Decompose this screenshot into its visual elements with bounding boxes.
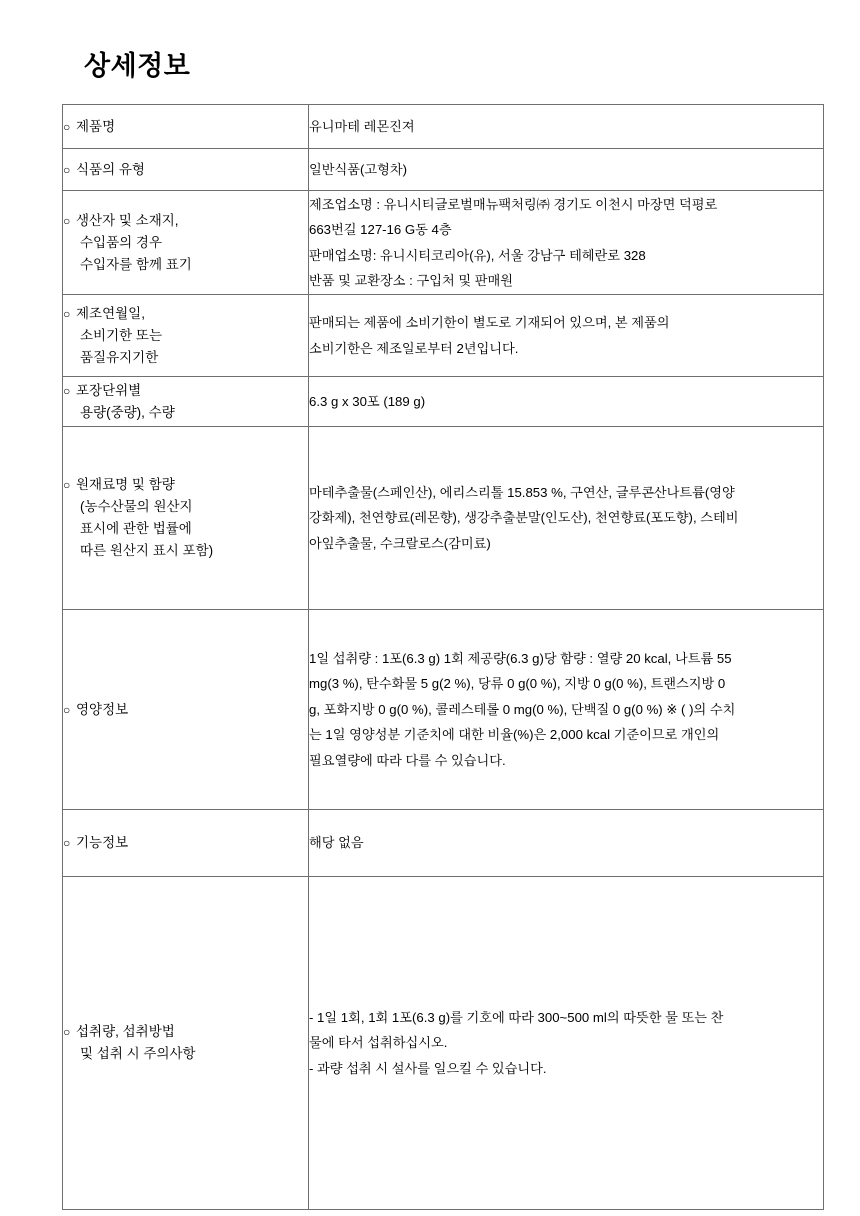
label-text: 원재료명 및 함량: [76, 477, 175, 492]
row-label-ingredients: [63, 427, 309, 610]
row-label-nutrition-info: [63, 610, 309, 810]
label-text: 포장단위별: [76, 382, 142, 398]
value-text: 유니마테 레몬진져: [309, 118, 415, 134]
row-label-food-type: [63, 149, 309, 191]
bullet-icon: ○: [63, 702, 71, 717]
row-value-ingredients: [309, 427, 824, 610]
value-text: 일반식품(고형차): [309, 161, 407, 177]
row-label-manufacturer-location: [63, 191, 309, 295]
table-row-nutrition-info: [63, 610, 824, 810]
label-text: 표시에 관한 법률에: [80, 521, 192, 536]
row-label-package-unit: [63, 377, 309, 427]
value-text: 제조업소명 : 유니시티글로벌매뉴팩처링㈜ 경기도 이천시 마장면 덕평로: [309, 196, 718, 212]
bullet-icon: ○: [63, 383, 71, 398]
value-text: - 1일 1회, 1회 1포(6.3 g)를 기호에 따라 300~500 ml의 따뜻한 물 또는 찬: [309, 1009, 724, 1025]
table-row-product-name: [63, 105, 824, 149]
page-title: 상세정보: [84, 51, 191, 81]
value-text: 663번길 127-16 G동 4층: [309, 222, 452, 237]
row-value-nutrition-info: [309, 610, 824, 810]
value-text: 해당 없음: [309, 835, 364, 850]
value-text: 아잎추출물, 수크랄로스(감미료): [309, 535, 491, 551]
table-row-ingredients: [63, 427, 824, 610]
value-text: 마테추출물(스페인산), 에리스리톨 15.853 %, 구연산, 글루콘산나트륨(영양: [309, 484, 735, 500]
row-label-intake-instructions: [63, 877, 309, 1210]
bullet-icon: ○: [63, 1025, 71, 1039]
value-text: 판매되는 제품에 소비기한이 별도로 기재되어 있으며, 본 제품의: [309, 315, 670, 330]
bullet-icon: ○: [63, 162, 71, 177]
label-text: 소비기한 또는: [80, 327, 162, 343]
table-row-manufacturer-location: [63, 191, 824, 295]
row-label-product-name: [63, 105, 309, 149]
label-text: 섭취량, 섭취방법: [76, 1024, 175, 1039]
row-label-functional-info: [63, 810, 309, 877]
row-value-manufacture-date: [309, 295, 824, 377]
row-value-food-type: [309, 149, 824, 191]
label-text: 생산자 및 소재지,: [76, 212, 179, 228]
label-text: 기능정보: [76, 835, 129, 850]
label-text: 식품의 유형: [76, 161, 145, 177]
label-text: 따른 원산지 표시 포함): [80, 543, 214, 558]
table-row-manufacture-date: [63, 295, 824, 377]
row-label-manufacture-date: [63, 295, 309, 377]
label-text: (농수산물의 원산지: [80, 499, 193, 514]
label-text: 용량(중량), 수량: [80, 404, 175, 420]
product-detail-table: [62, 104, 824, 1210]
label-text: 수입자를 함께 표기: [80, 256, 192, 272]
row-value-product-name: [309, 105, 824, 149]
bullet-icon: ○: [63, 119, 71, 134]
value-text: 1일 섭취량 : 1포(6.3 g) 1회 제공량(6.3 g)당 함량 : 열량 20 kcal, 나트륨 55: [309, 650, 732, 666]
value-text: 강화제), 천연향료(레몬향), 생강추출분말(인도산), 천연향료(포도향), 스테비: [309, 510, 739, 526]
bullet-icon: ○: [63, 213, 71, 228]
row-value-package-unit: [309, 377, 824, 427]
value-text: 물에 타서 섭취하십시오.: [309, 1035, 448, 1051]
label-text: 품질유지기한: [80, 349, 159, 365]
label-text: 제품명: [76, 118, 116, 134]
table-row-intake-instructions: [63, 877, 824, 1210]
value-text: g, 포화지방 0 g(0 %), 콜레스테롤 0 mg(0 %), 단백질 0 g(0 %) ※ ( )의 수치: [309, 701, 736, 717]
row-value-manufacturer-location: [309, 191, 824, 295]
bullet-icon: ○: [63, 478, 71, 492]
row-value-intake-instructions: [309, 877, 824, 1210]
label-text: 수입품의 경우: [80, 234, 162, 250]
value-text: 소비기한은 제조일로부터 2년입니다.: [309, 340, 519, 356]
value-text: 판매업소명: 유니시티코리아(유), 서울 강남구 테헤란로 328: [309, 247, 646, 263]
row-value-functional-info: [309, 810, 824, 877]
value-text: - 과량 섭취 시 설사를 일으킬 수 있습니다.: [309, 1060, 547, 1076]
value-text: mg(3 %), 탄수화물 5 g(2 %), 당류 0 g(0 %), 지방 0 g(0 %), 트랜스지방 0: [309, 676, 726, 692]
bullet-icon: ○: [63, 306, 71, 321]
label-text: 및 섭취 시 주의사항: [80, 1046, 196, 1061]
bullet-icon: ○: [63, 836, 71, 850]
value-text: 필요열량에 따라 다를 수 있습니다.: [309, 752, 506, 768]
value-text: 는 1일 영양성분 기준치에 대한 비율(%)은 2,000 kcal 기준이므로 개인의: [309, 727, 720, 743]
value-text: 6.3 g x 30포 (189 g): [309, 393, 426, 409]
table-row-food-type: [63, 149, 824, 191]
table-row-package-unit: [63, 377, 824, 427]
value-text: 반품 및 교환장소 : 구입처 및 판매원: [309, 273, 513, 288]
label-text: 영양정보: [76, 701, 129, 717]
label-text: 제조연월일,: [76, 305, 145, 321]
table-row-functional-info: [63, 810, 824, 877]
